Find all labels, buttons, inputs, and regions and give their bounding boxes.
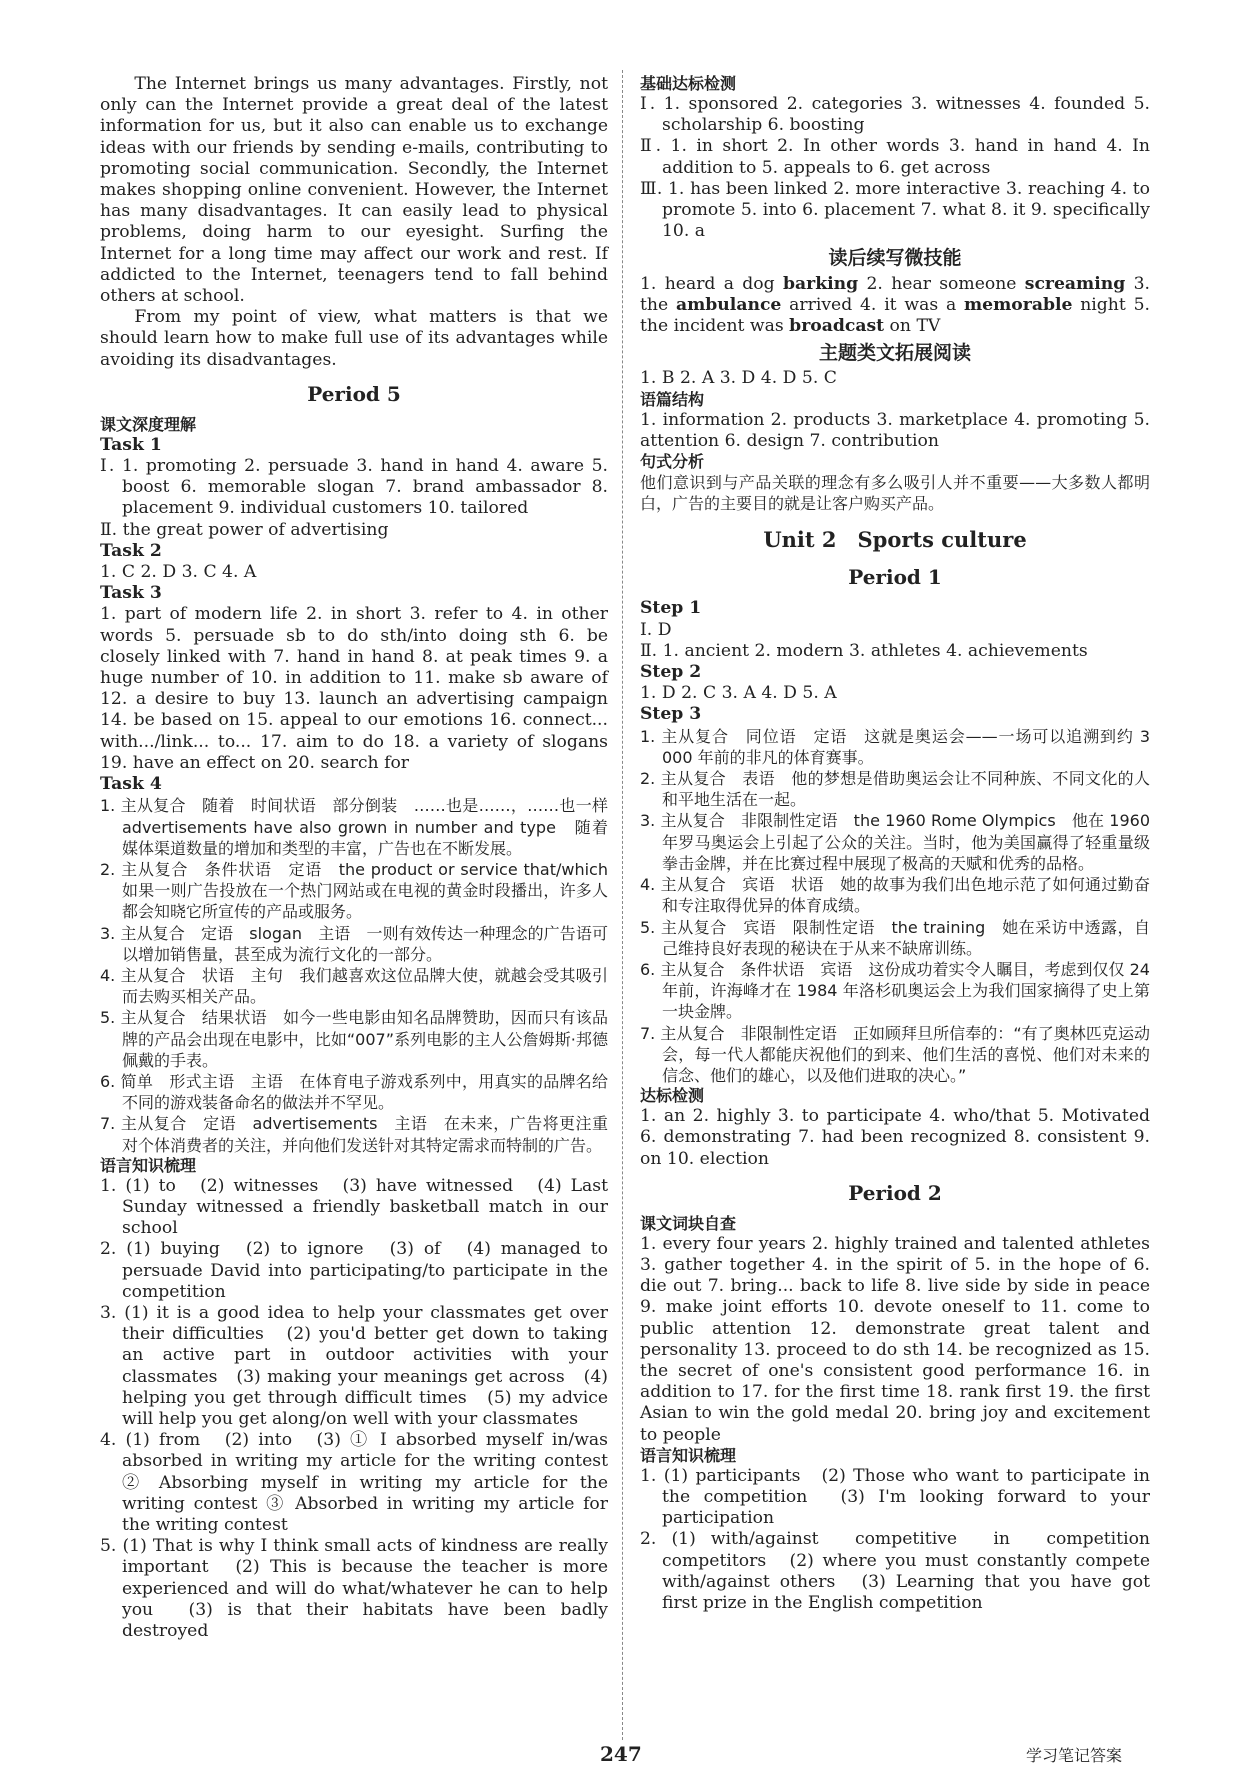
task-4-item: 7. 主从复合 定语 advertisements 主语 在未来，广告将更注重对个体消费者的关注，并向他们发送针对其特定需求而特制的广告。 [100, 1114, 608, 1155]
step-1-title: Step 1 [640, 598, 702, 619]
step-1-part-II: Ⅱ. 1. ancient 2. modern 3. athletes 4. achievements [640, 640, 1088, 661]
dabiao-answers: 1. an 2. highly 3. to participate 4. who/that 5. Motivated 6. demonstrating 7. had been recognized 8. consistent 9. on 10. election [640, 1106, 1150, 1169]
jichu-part-I: Ⅰ. 1. sponsored 2. categories 3. witnesses 4. founded 5. scholarship 6. boosting [640, 94, 1150, 136]
section-duhou: 读后续写微技能 [828, 247, 962, 270]
duhou-keyword: screaming [1024, 273, 1126, 294]
duhou-text: 5. the incident was [640, 294, 1150, 337]
right-column [640, 74, 1168, 1614]
duhou-text: night [1072, 294, 1134, 315]
jushi-answer: 他们意识到与产品关联的理念有多么吸引人并不重要——大多数人都明白，广告的主要目的就是让客户购买产品。 [640, 473, 1150, 514]
period-2-title: Period 2 [848, 1180, 942, 1205]
left-column [100, 74, 625, 1642]
page-number: 247 [600, 1742, 642, 1766]
yuyan-item: 2. (1) buying (2) to ignore (3) of (4) managed to persuade David into participating/to participate in the competition [100, 1239, 608, 1302]
duhou-keyword: memorable [964, 294, 1073, 315]
step-3-item: 2. 主从复合 表语 他的梦想是借助奥运会让不同种族、不同文化的人和平地生活在一起。 [640, 769, 1150, 810]
cikuai-answers: 1. every four years 2. highly trained and talented athletes 3. gather together 4. in the spirit of 5. in the hope of 6. die out 7. bring... back to life 8. live side by side in peace 9. make joint efforts 10. devote oneself to 11. come to public attention 12. demonstrate great talent and personality 13. proceed to do sth 14. be recognized as 15. the secret of one's consistent good performance 16. in addition to 17. for the first time 18. rank first 19. the first Asian to win the gold medal 20. bring joy and excitement to people [640, 1233, 1150, 1445]
task-3-title: Task 3 [100, 583, 162, 604]
yuyan-item: 1. (1) to (2) witnesses (3) have witnessed (4) Last Sunday witnessed a friendly basketball match in our school [100, 1175, 608, 1239]
unit-title: Unit 2 Sports culture [763, 527, 1027, 553]
zhuti-answers: 1. B 2. A 3. D 4. D 5. C [640, 368, 837, 389]
task-4-item: 4. 主从复合 状语 主句 我们越喜欢这位品牌大使，就越会受其吸引而去购买相关产品。 [100, 965, 608, 1007]
step-3-item: 6. 主从复合 条件状语 宾语 这份成功着实令人瞩目，考虑到仅仅 24 年前，许海峰才在 1984 年洛杉矶奥运会上为我们国家摘得了史上第一块金牌。 [640, 959, 1150, 1022]
yuyan-item: 4. (1) from (2) into (3) ① I absorbed myself in/was absorbed in writing my article for the writing contest ② Absorbing myself in writing my article for the writing contest ③ Absorbed in writing my article for the writing contest [100, 1430, 608, 1535]
jichu-part-III: Ⅲ. 1. has been linked 2. more interactive 3. reaching 4. to promote 5. into 6. placement 7. what 8. it 9. specifically 10. a [640, 178, 1150, 242]
section-kewen: 课文深度理解 [100, 414, 197, 434]
step-2-title: Step 2 [640, 662, 702, 683]
task-1-title: Task 1 [100, 434, 162, 455]
section-yuyan: 语言知识梳理 [100, 1155, 197, 1175]
duhou-text: 1. heard a dog [640, 273, 783, 294]
duhou-keyword: broadcast [789, 316, 885, 337]
duhou-answers [640, 274, 1150, 338]
section-zhuti: 主题类文拓展阅读 [818, 342, 971, 365]
task-4-item: 5. 主从复合 结果状语 如今一些电影由知名品牌赞助，因而只有该品牌的产品会出现在电影中，比如“007”系列电影的主人公詹姆斯·邦德佩戴的手表。 [100, 1008, 608, 1070]
period-1-title: Period 1 [848, 565, 942, 590]
yuyan-item: 5. (1) That is why I think small acts of kindness are really important (2) This is because the teacher is more experienced and will do what/whatever he can to help you (3) is that their habitats have been badly destroyed [100, 1536, 608, 1642]
step-3-title: Step 3 [640, 704, 702, 725]
duhou-text: 2. hear someone [866, 273, 1025, 294]
step-3-item: 5. 主从复合 宾语 限制性定语 the training 她在采访中透露，自己维持良好表现的秘诀在于从来不缺席训练。 [640, 917, 1150, 958]
duhou-text: 4. it was a [860, 294, 964, 315]
yuyan2-item: 2. (1) with/against competitive in competition competitors (2) where you must constantly compete with/against others (3) Learning that you have got first prize in the English competition [640, 1529, 1168, 1613]
duhou-text: arrived [781, 294, 860, 315]
section-jichu: 基础达标检测 [640, 74, 737, 93]
task-4-item: 6. 简单 形式主语 主语 在体育电子游戏系列中，用真实的品牌名给不同的游戏装备命名的做法并不罕见。 [100, 1071, 608, 1113]
step-3-item: 3. 主从复合 非限制性定语 the 1960 Rome Olympics 他在 1960 年罗马奥运会上引起了公众的关注。当时，他为美国赢得了轻重量级拳击金牌，并在比赛过程中展现了极高的天赋和优秀的品格。 [640, 811, 1150, 873]
task-1-part-I: Ⅰ. 1. promoting 2. persuade 3. hand in hand 4. aware 5. boost 6. memorable slogan 7. brand ambassador 8. placement 9. individual customers 10. tailored [100, 456, 608, 519]
task-1-part-II: Ⅱ. the great power of advertising [100, 519, 389, 540]
duhou-keyword: ambulance [675, 294, 782, 315]
task-4-item: 1. 主从复合 随着 时间状语 部分倒装 ……也是……，……也一样 advertisements have also grown in number and type 随着媒体渠道数量的增加和类型的丰富，广告也在不断发展。 [100, 796, 625, 858]
duhou-keyword: barking [782, 273, 859, 294]
task-4-title: Task 4 [100, 774, 162, 795]
yupian-answers: 1. information 2. products 3. marketplace 4. promoting 5. attention 6. design 7. contribution [640, 409, 1150, 451]
period-5-title: Period 5 [307, 381, 401, 406]
footer-label: 学习笔记答案 [1026, 1746, 1123, 1765]
task-2-answers: 1. C 2. D 3. C 4. A [100, 562, 257, 583]
duhou-text [1125, 274, 1133, 294]
step-1-part-I: Ⅰ. D [640, 619, 672, 640]
task-4-item: 3. 主从复合 定语 slogan 主语 一则有效传达一种理念的广告语可以增加销售量，甚至成为流行文化的一部分。 [100, 923, 608, 964]
step-3-item: 1. 主从复合 同位语 定语 这就是奥运会——一场可以追溯到约 3 000 年前的非凡的体育赛事。 [640, 726, 1150, 767]
column-divider [622, 70, 623, 1740]
yuyan-item: 3. (1) it is a good idea to help your classmates get over their difficulties (2) you'd better get down to taking an active part in outdoor activities with your classmates (3) making your meanings get across (4) helping you get through difficult times (5) my advice will help you get along/on well with your classmates [100, 1302, 608, 1429]
section-yupian: 语篇结构 [640, 389, 705, 409]
task-4-item: 2. 主从复合 条件状语 定语 the product or service that/which 如果一则广告投放在一个热门网站或在电视的黄金时段播出，许多人都会知晓它所宣传的产品或服务。 [100, 859, 625, 922]
task-3-answers: 1. part of modern life 2. in short 3. refer to 4. in other words 5. persuade sb to do sth/into doing sth 6. be closely linked with 7. hand in hand 8. at peak times 9. a huge number of 10. in addition to 11. make sb aware of 12. a desire to buy 13. launch an advertising campaign 14. be based on 15. appeal to our emotions 16. connect... with.../link... to... 17. aim to do 18. a variety of slogans 19. have an effect on 20. search for [100, 604, 608, 773]
section-cikuai: 课文词块自查 [640, 1213, 737, 1233]
section-dabiao: 达标检测 [640, 1086, 705, 1106]
duhou-text: on TV [884, 316, 941, 337]
section-jushi: 句式分析 [640, 452, 705, 472]
duhou-text: 3. the [640, 273, 1151, 315]
task-2-title: Task 2 [100, 540, 162, 561]
step-2-answers: 1. D 2. C 3. A 4. D 5. A [640, 683, 837, 704]
section-yuyan-2: 语言知识梳理 [640, 1445, 737, 1465]
essay-paragraph-1: The Internet brings us many advantages. Firstly, not only can the Internet provide a great deal of the latest information for us, but it also can enable us to exchange ideas with our friends by sending e-mails, contributing to promoting social communication. Secondly, the Internet makes shopping online convenient. However, the Internet has many disadvantages. It can easily lead to physical problems, doing harm to our eyesight. Surfing the Internet for a long time may affect our work and rest. If addicted to the Internet, teenagers tend to fall behind others at school. [100, 74, 608, 307]
jichu-part-II: Ⅱ. 1. in short 2. In other words 3. hand in hand 4. In addition to 5. appeals to 6. get across [640, 136, 1150, 178]
yuyan2-item: 1. (1) participants (2) Those who want to participate in the competition (3) I'm looking forward to your participation [640, 1465, 1150, 1529]
essay-paragraph-2: From my point of view, what matters is that we should learn how to make full use of its advantages while avoiding its disadvantages. [100, 307, 608, 370]
step-3-item: 7. 主从复合 非限制性定语 正如顾拜旦所信奉的：“有了奥林匹克运动会，每一代人都能庆祝他们的到来、他们生活的喜悦、他们对未来的信念、他们的雄心，以及他们进取的决心。” [640, 1023, 1150, 1085]
step-3-item: 4. 主从复合 宾语 状语 她的故事为我们出色地示范了如何通过勤奋和专注取得优异的体育成绩。 [640, 875, 1150, 916]
